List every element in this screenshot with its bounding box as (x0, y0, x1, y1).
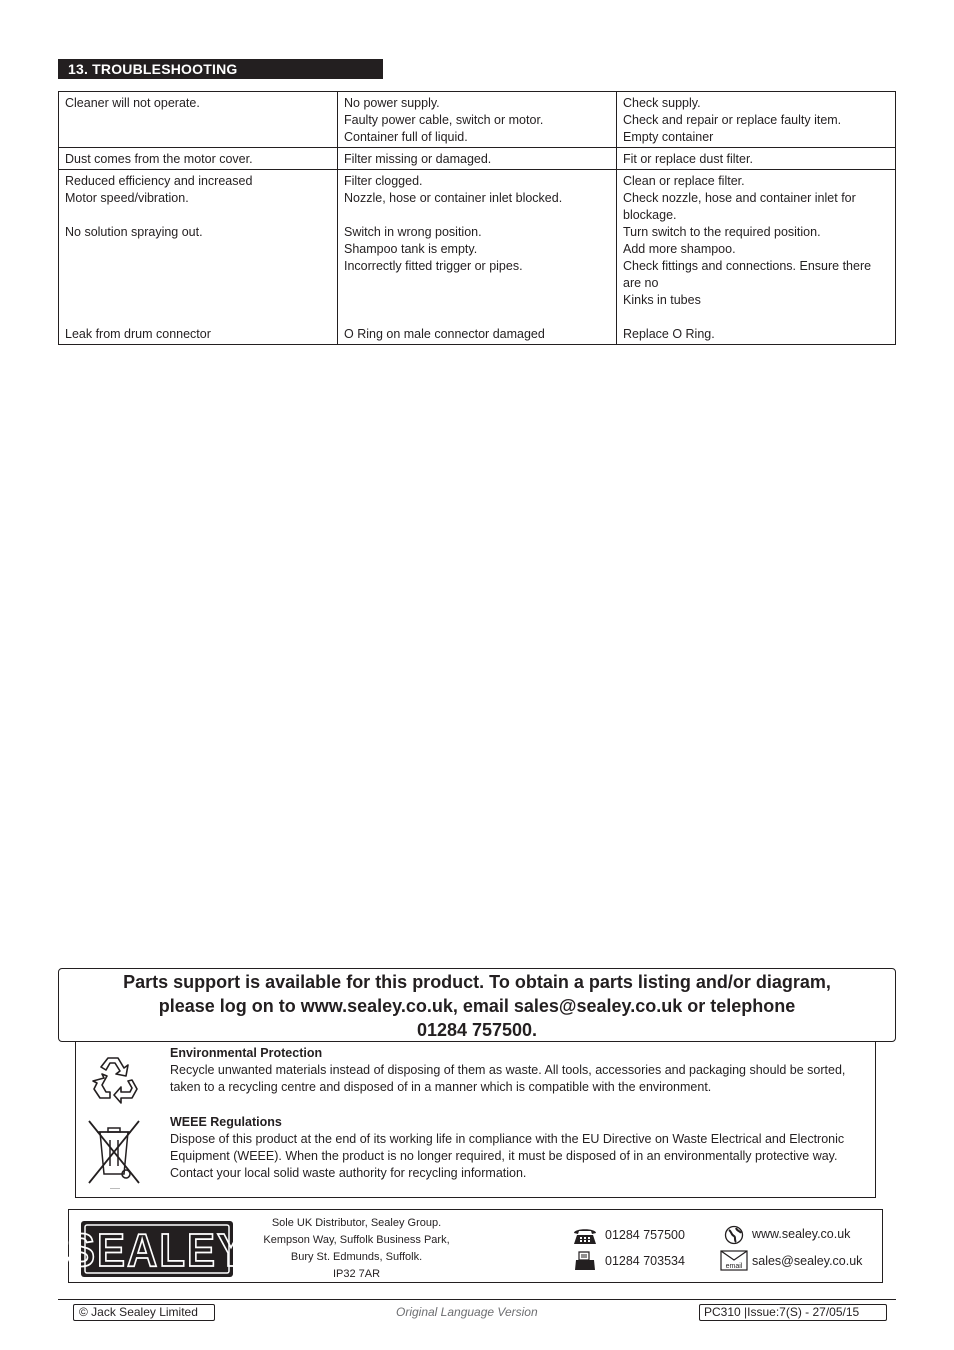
cause-line: Shampoo tank is empty. (344, 242, 478, 256)
sealey-logo (67, 1221, 247, 1277)
cause-cell (338, 92, 617, 148)
cause-line: Container full of liquid. (344, 130, 468, 144)
cause-line (344, 292, 610, 309)
fault-line (65, 207, 331, 224)
phone-number: 01284 757500 (605, 1228, 685, 1242)
troubleshooting-table (58, 91, 896, 345)
cause-line (344, 207, 610, 224)
fault-line: No solution spraying out. (65, 225, 203, 239)
cause-line: Nozzle, hose or container inlet blocked. (344, 191, 563, 205)
environmental-protection (170, 1045, 860, 1096)
remedy-line: Check fittings and connections. Ensure there (623, 259, 872, 273)
environment-panel (75, 1042, 876, 1198)
address-line: Sole UK Distributor, Sealey Group. (271, 1217, 442, 1229)
remedy-line: blockage. (623, 208, 677, 222)
fault-line: Cleaner will not operate. (65, 96, 200, 110)
cause-line: Filter missing or damaged. (344, 152, 492, 166)
fault-cell (59, 170, 338, 345)
footer-contact-panel (68, 1209, 883, 1283)
fault-line (65, 309, 331, 326)
environmental-protection-title: Environmental Protection (170, 1046, 323, 1060)
table-row (59, 92, 896, 148)
table-row (59, 170, 896, 345)
cause-cell (338, 170, 617, 345)
crossed-bin-icon (86, 1118, 142, 1192)
address-line: Bury St. Edmunds, Suffolk. (290, 1251, 423, 1263)
phone-icon (572, 1227, 598, 1245)
web-icon (724, 1225, 744, 1245)
cause-line: Filter clogged. (344, 174, 423, 188)
cause-line: No power supply. (344, 96, 440, 110)
cause-line: Faulty power cable, switch or motor. (344, 113, 544, 127)
remedy-line: Check and repair or replace faulty item. (623, 113, 842, 127)
remedy-line: Replace O Ring. (623, 327, 715, 341)
parts-support-line: please log on to www.sealey.co.uk, email sales@sealey.co.uk or telephone (158, 996, 796, 1016)
cause-line: O Ring on male connector damaged (344, 327, 545, 341)
parts-support-notice (58, 968, 896, 1042)
fault-line: Reduced efficiency and increased (65, 174, 253, 188)
website[interactable]: www.sealey.co.uk (752, 1227, 851, 1241)
environmental-protection-text: Recycle unwanted materials instead of disposing of them as waste. All tools, accessories and packaging should be sorted, taken to a recycling centre and disposed of in a manner which is compatible with the environment. (170, 1063, 846, 1094)
fault-cell (59, 148, 338, 170)
remedy-line: Check supply. (623, 96, 701, 110)
footer-divider (58, 1299, 896, 1300)
recycle-icon (88, 1052, 142, 1106)
remedy-line: Kinks in tubes (623, 293, 701, 307)
table-row (59, 148, 896, 170)
cause-line: Incorrectly fitted trigger or pipes. (344, 259, 523, 273)
fault-line (65, 241, 331, 258)
remedy-line (623, 309, 889, 326)
remedy-line: Add more shampoo. (623, 242, 736, 256)
fault-line: Leak from drum connector (65, 327, 211, 341)
fault-line: Motor speed/vibration. (65, 191, 189, 205)
svg-text:email: email (725, 1263, 743, 1270)
language-version: Original Language Version (396, 1305, 538, 1319)
fax-number: 01284 703534 (605, 1254, 685, 1268)
cause-cell (338, 148, 617, 170)
weee-title: WEEE Regulations (170, 1115, 282, 1129)
distributor-address (249, 1215, 464, 1283)
address-line: Kempson Way, Suffolk Business Park, (263, 1234, 450, 1246)
remedy-line: Fit or replace dust filter. (623, 152, 753, 166)
copyright-label: © Jack Sealey Limited (73, 1304, 215, 1321)
cause-line (344, 275, 610, 292)
weee-text: Dispose of this product at the end of its working life in compliance with the EU Directive on Waste Electrical and Electronic Equipment (WEEE). When the product is no longer required, it must be disposed of in an environmentally protective way. Contact your local solid waste authority for recycling information. (170, 1132, 845, 1180)
svg-text:SEALEY: SEALEY (67, 1225, 247, 1277)
parts-support-line: Parts support is available for this product. To obtain a parts listing and/or diagram, (123, 972, 831, 992)
address-line: IP32 7AR (332, 1268, 381, 1280)
parts-support-line: 01284 757500. (416, 1020, 538, 1040)
cause-line (344, 309, 610, 326)
fault-line (65, 275, 331, 292)
issue-label: PC310 |Issue:7(S) - 27/05/15 (699, 1304, 887, 1321)
remedy-line: are no (623, 276, 659, 290)
cause-line: Switch in wrong position. (344, 225, 482, 239)
fault-line (65, 258, 331, 275)
fault-line (65, 292, 331, 309)
remedy-line: Empty container (623, 130, 714, 144)
fax-icon (574, 1250, 596, 1272)
weee-regulations (170, 1114, 860, 1182)
email-icon (720, 1250, 748, 1271)
email-address[interactable]: sales@sealey.co.uk (752, 1254, 863, 1268)
remedy-cell (617, 92, 896, 148)
remedy-line: Turn switch to the required position. (623, 225, 821, 239)
fault-cell (59, 92, 338, 148)
section-title: 13. TROUBLESHOOTING (58, 59, 383, 79)
remedy-line: Clean or replace filter. (623, 174, 745, 188)
fault-line: Dust comes from the motor cover. (65, 152, 253, 166)
remedy-line: Check nozzle, hose and container inlet for (623, 191, 856, 205)
remedy-cell (617, 170, 896, 345)
remedy-cell (617, 148, 896, 170)
